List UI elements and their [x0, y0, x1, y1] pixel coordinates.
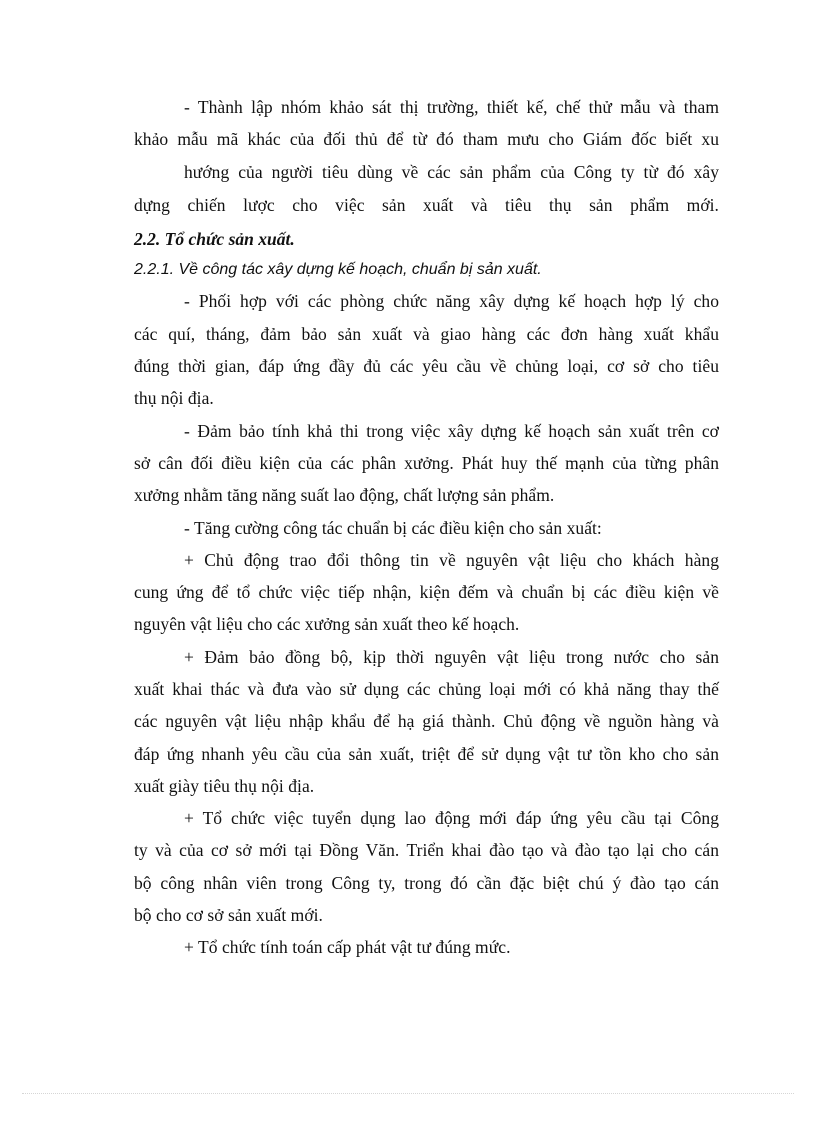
paragraph-line: sở cân đối điều kiện của các phân xưởng. Phát huy thế mạnh của từng phân — [134, 453, 719, 473]
paragraph-line: các nguyên vật liệu nhập khẩu để hạ giá thành. Chủ động về nguồn hàng và — [134, 711, 719, 731]
paragraph-line: - Đảm bảo tính khả thi trong việc xây dựng kế hoạch sản xuất trên cơ — [184, 421, 719, 441]
section-heading: 2.2. Tổ chức sản xuất. — [134, 229, 295, 249]
paragraph-line: + Tổ chức tính toán cấp phát vật tư đúng mức. — [184, 937, 511, 957]
paragraph-line: xưởng nhằm tăng năng suất lao động, chất lượng sản phẩm. — [134, 485, 555, 505]
paragraph-line: - Thành lập nhóm khảo sát thị trường, thiết kế, chế thử mẫu và tham — [184, 97, 719, 117]
paragraph-line: dựng chiến lược cho việc sản xuất và tiêu thụ sản phẩm mới. — [134, 195, 719, 215]
paragraph-line: - Tăng cường công tác chuẩn bị các điều kiện cho sản xuất: — [184, 518, 602, 538]
paragraph-line: + Chủ động trao đổi thông tin về nguyên vật liệu cho khách hàng — [184, 550, 719, 570]
paragraph-line: hướng của người tiêu dùng về các sản phẩm của Công ty từ đó xây — [184, 162, 719, 182]
paragraph-line: đúng thời gian, đáp ứng đầy đủ các yêu cầu về chủng loại, cơ sở cho tiêu — [134, 356, 719, 376]
footer-divider — [22, 1093, 794, 1094]
paragraph-line: thụ nội địa. — [134, 388, 214, 408]
paragraph-line: xuất giày tiêu thụ nội địa. — [134, 776, 315, 796]
paragraph-line: cung ứng để tổ chức việc tiếp nhận, kiện đếm và chuẩn bị các điều kiện về — [134, 582, 719, 602]
paragraph-line: đáp ứng nhanh yêu cầu của sản xuất, triệt để sử dụng vật tư tồn kho cho sản — [134, 744, 719, 764]
paragraph-line: nguyên vật liệu cho các xưởng sản xuất theo kế hoạch. — [134, 614, 520, 634]
paragraph-line: các quí, tháng, đảm bảo sản xuất và giao hàng các đơn hàng xuất khẩu — [134, 324, 719, 344]
paragraph-line: ty và của cơ sở mới tại Đồng Văn. Triển khai đào tạo và đào tạo lại cho cán — [134, 840, 719, 860]
subsection-heading: 2.2.1. Về công tác xây dựng kế hoạch, chuẩn bị sản xuất. — [134, 261, 542, 278]
paragraph-line: xuất khai thác và đưa vào sử dụng các chủng loại mới có khả năng thay thế — [134, 679, 719, 699]
paragraph-line: - Phối hợp với các phòng chức năng xây dựng kế hoạch hợp lý cho — [184, 291, 719, 311]
paragraph-line: + Tổ chức việc tuyển dụng lao động mới đáp ứng yêu cầu tại Công — [184, 808, 719, 828]
paragraph-line: khảo mẫu mã khác của đối thủ để từ đó tham mưu cho Giám đốc biết xu — [134, 129, 719, 149]
paragraph-line: bộ công nhân viên trong Công ty, trong đó cần đặc biệt chú ý đào tạo cán — [134, 873, 719, 893]
paragraph-line: bộ cho cơ sở sản xuất mới. — [134, 905, 323, 925]
paragraph-line: + Đảm bảo đồng bộ, kịp thời nguyên vật liệu trong nước cho sản — [184, 647, 719, 667]
